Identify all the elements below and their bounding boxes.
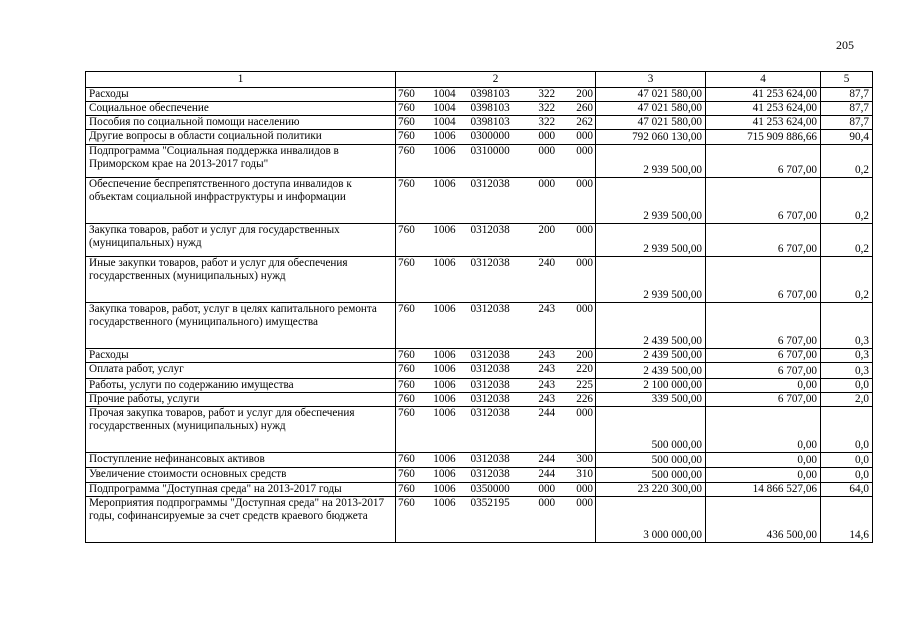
column-header-2: 2 <box>396 72 596 88</box>
budget-classification-code <box>398 145 593 158</box>
row-planned-amount: 339 500,00 <box>596 393 706 407</box>
code-part: 322 <box>538 88 556 100</box>
code-part: 0312038 <box>470 453 510 465</box>
code-part: 244 <box>538 407 556 419</box>
row-planned-amount: 500 000,00 <box>596 453 706 468</box>
code-part: 1006 <box>433 257 456 269</box>
row-executed-amount: 0,00 <box>706 407 821 453</box>
code-part: 0312038 <box>470 468 510 480</box>
code-part: 000 <box>538 178 556 190</box>
code-part: 1006 <box>433 483 456 495</box>
code-part: 1006 <box>433 497 456 509</box>
table-row <box>86 303 873 349</box>
row-percent: 14,6 <box>821 497 873 543</box>
code-part: 760 <box>398 497 415 509</box>
code-part: 1006 <box>433 407 456 419</box>
row-name: Закупка товаров, работ, услуг в целях капитального ремонта государственного (муниципального) имущества <box>86 303 396 349</box>
code-part: 760 <box>398 363 415 375</box>
row-code <box>396 407 596 453</box>
code-part: 760 <box>398 379 415 391</box>
table-row <box>86 130 873 145</box>
row-percent: 2,0 <box>821 393 873 407</box>
table-row <box>86 88 873 102</box>
row-name: Прочая закупка товаров, работ и услуг для обеспечения государственных (муниципальных) нужд <box>86 407 396 453</box>
row-executed-amount: 14 866 527,06 <box>706 483 821 497</box>
budget-classification-code <box>398 483 593 496</box>
row-planned-amount: 2 100 000,00 <box>596 379 706 393</box>
code-part: 760 <box>398 303 415 315</box>
budget-classification-code <box>398 303 593 316</box>
budget-classification-code <box>398 453 593 466</box>
budget-classification-code <box>398 224 593 237</box>
row-percent: 64,0 <box>821 483 873 497</box>
row-executed-amount: 41 253 624,00 <box>706 116 821 130</box>
table-row <box>86 407 873 453</box>
table-row <box>86 363 873 379</box>
code-part: 260 <box>576 102 593 114</box>
code-part: 1006 <box>433 224 456 236</box>
code-part: 1006 <box>433 178 456 190</box>
row-executed-amount: 6 707,00 <box>706 303 821 349</box>
row-code <box>396 483 596 497</box>
budget-classification-code <box>398 468 593 481</box>
row-planned-amount: 47 021 580,00 <box>596 102 706 116</box>
row-planned-amount: 792 060 130,00 <box>596 130 706 145</box>
row-name: Расходы <box>86 88 396 102</box>
code-part: 200 <box>576 88 593 100</box>
row-percent: 0,2 <box>821 257 873 303</box>
code-part: 244 <box>538 468 556 480</box>
row-planned-amount: 23 220 300,00 <box>596 483 706 497</box>
row-name: Другие вопросы в области социальной политики <box>86 130 396 145</box>
code-part: 1004 <box>433 88 456 100</box>
code-part: 0312038 <box>470 224 510 236</box>
row-percent: 0,0 <box>821 468 873 483</box>
table-row <box>86 379 873 393</box>
code-part: 225 <box>576 379 593 391</box>
row-code <box>396 178 596 224</box>
code-part: 0300000 <box>470 130 510 142</box>
code-part: 262 <box>576 116 593 128</box>
code-part: 0312038 <box>470 363 510 375</box>
row-code <box>396 116 596 130</box>
row-planned-amount: 500 000,00 <box>596 468 706 483</box>
table-row <box>86 178 873 224</box>
code-part: 000 <box>538 130 556 142</box>
row-executed-amount: 41 253 624,00 <box>706 102 821 116</box>
code-part: 0312038 <box>470 303 510 315</box>
row-percent: 87,7 <box>821 102 873 116</box>
row-percent: 0,0 <box>821 453 873 468</box>
row-name: Работы, услуги по содержанию имущества <box>86 379 396 393</box>
row-name: Поступление нефинансовых активов <box>86 453 396 468</box>
code-part: 322 <box>538 116 556 128</box>
row-planned-amount: 2 439 500,00 <box>596 363 706 379</box>
code-part: 243 <box>538 303 556 315</box>
code-part: 760 <box>398 88 415 100</box>
row-planned-amount: 47 021 580,00 <box>596 88 706 102</box>
row-code <box>396 349 596 363</box>
code-part: 760 <box>398 453 415 465</box>
code-part: 760 <box>398 130 415 142</box>
code-part: 226 <box>576 393 593 405</box>
code-part: 1006 <box>433 130 456 142</box>
row-executed-amount: 6 707,00 <box>706 257 821 303</box>
row-name: Подпрограмма "Социальная поддержка инвалидов в Приморском крае на 2013-2017 годы" <box>86 145 396 178</box>
budget-classification-code <box>398 497 593 510</box>
table-row <box>86 257 873 303</box>
row-percent: 0,2 <box>821 178 873 224</box>
row-planned-amount: 2 439 500,00 <box>596 303 706 349</box>
code-part: 000 <box>576 145 593 157</box>
row-executed-amount: 715 909 886,66 <box>706 130 821 145</box>
code-part: 1004 <box>433 116 456 128</box>
budget-classification-code <box>398 363 593 376</box>
row-name: Социальное обеспечение <box>86 102 396 116</box>
table-row <box>86 497 873 543</box>
row-planned-amount: 2 439 500,00 <box>596 349 706 363</box>
code-part: 1006 <box>433 468 456 480</box>
code-part: 1006 <box>433 453 456 465</box>
code-part: 000 <box>576 303 593 315</box>
code-part: 760 <box>398 468 415 480</box>
code-part: 1006 <box>433 145 456 157</box>
code-part: 0310000 <box>470 145 510 157</box>
row-percent: 90,4 <box>821 130 873 145</box>
row-code <box>396 145 596 178</box>
row-executed-amount: 41 253 624,00 <box>706 88 821 102</box>
row-planned-amount: 2 939 500,00 <box>596 257 706 303</box>
code-part: 000 <box>576 483 593 495</box>
table-row <box>86 102 873 116</box>
code-part: 322 <box>538 102 556 114</box>
code-part: 0312038 <box>470 349 510 361</box>
code-part: 760 <box>398 224 415 236</box>
column-header-3: 3 <box>596 72 706 88</box>
row-executed-amount: 436 500,00 <box>706 497 821 543</box>
code-part: 760 <box>398 178 415 190</box>
code-part: 760 <box>398 116 415 128</box>
table-row <box>86 483 873 497</box>
row-name: Закупка товаров, работ и услуг для государственных (муниципальных) нужд <box>86 224 396 257</box>
row-percent: 0,2 <box>821 224 873 257</box>
row-code <box>396 363 596 379</box>
code-part: 1006 <box>433 349 456 361</box>
code-part: 0398103 <box>470 88 510 100</box>
code-part: 244 <box>538 453 556 465</box>
row-percent: 0,0 <box>821 379 873 393</box>
code-part: 000 <box>576 130 593 142</box>
code-part: 310 <box>576 468 593 480</box>
budget-classification-code <box>398 393 593 406</box>
code-part: 000 <box>576 224 593 236</box>
budget-classification-code <box>398 257 593 270</box>
code-part: 760 <box>398 483 415 495</box>
row-code <box>396 257 596 303</box>
row-code <box>396 468 596 483</box>
code-part: 243 <box>538 363 556 375</box>
row-planned-amount: 2 939 500,00 <box>596 145 706 178</box>
row-code <box>396 303 596 349</box>
row-name: Мероприятия подпрограммы "Доступная среда" на 2013-2017 годы, софинансируемые за счет средств краевого бюджета <box>86 497 396 543</box>
code-part: 1006 <box>433 393 456 405</box>
code-part: 200 <box>538 224 556 236</box>
row-executed-amount: 0,00 <box>706 468 821 483</box>
code-part: 0312038 <box>470 393 510 405</box>
row-planned-amount: 2 939 500,00 <box>596 224 706 257</box>
code-part: 000 <box>576 178 593 190</box>
row-name: Прочие работы, услуги <box>86 393 396 407</box>
code-part: 220 <box>576 363 593 375</box>
table-row <box>86 116 873 130</box>
code-part: 1006 <box>433 379 456 391</box>
code-part: 760 <box>398 257 415 269</box>
code-part: 760 <box>398 145 415 157</box>
row-code <box>396 88 596 102</box>
code-part: 300 <box>576 453 593 465</box>
budget-classification-code <box>398 178 593 191</box>
budget-classification-code <box>398 130 593 143</box>
page-number: 205 <box>836 38 854 52</box>
row-code <box>396 102 596 116</box>
row-executed-amount: 6 707,00 <box>706 145 821 178</box>
code-part: 0312038 <box>470 257 510 269</box>
row-name: Увеличение стоимости основных средств <box>86 468 396 483</box>
budget-classification-code <box>398 116 593 129</box>
column-header-5: 5 <box>821 72 873 88</box>
table-row <box>86 224 873 257</box>
table-header-row <box>86 72 873 88</box>
row-percent: 87,7 <box>821 116 873 130</box>
budget-classification-code <box>398 407 593 420</box>
row-executed-amount: 0,00 <box>706 453 821 468</box>
code-part: 0398103 <box>470 116 510 128</box>
table-row <box>86 468 873 483</box>
row-executed-amount: 6 707,00 <box>706 363 821 379</box>
code-part: 240 <box>538 257 556 269</box>
code-part: 1006 <box>433 303 456 315</box>
budget-classification-code <box>398 349 593 362</box>
code-part: 760 <box>398 349 415 361</box>
code-part: 0312038 <box>470 407 510 419</box>
row-code <box>396 379 596 393</box>
row-code <box>396 393 596 407</box>
row-percent: 0,2 <box>821 145 873 178</box>
code-part: 243 <box>538 349 556 361</box>
column-header-1: 1 <box>86 72 396 88</box>
code-part: 000 <box>576 257 593 269</box>
table-body <box>86 72 873 543</box>
row-code <box>396 497 596 543</box>
table-row <box>86 453 873 468</box>
code-part: 760 <box>398 393 415 405</box>
code-part: 0350000 <box>470 483 510 495</box>
row-planned-amount: 47 021 580,00 <box>596 116 706 130</box>
code-part: 0352195 <box>470 497 510 509</box>
row-name: Оплата работ, услуг <box>86 363 396 379</box>
row-name: Обеспечение беспрепятственного доступа инвалидов к объектам социальной инфраструктуры и информации <box>86 178 396 224</box>
row-executed-amount: 0,00 <box>706 379 821 393</box>
row-percent: 87,7 <box>821 88 873 102</box>
code-part: 000 <box>538 483 556 495</box>
budget-table <box>85 71 873 543</box>
budget-classification-code <box>398 102 593 115</box>
code-part: 243 <box>538 393 556 405</box>
row-code <box>396 453 596 468</box>
row-name: Пособия по социальной помощи населению <box>86 116 396 130</box>
row-name: Иные закупки товаров, работ и услуг для обеспечения государственных (муниципальных) нужд <box>86 257 396 303</box>
code-part: 000 <box>576 407 593 419</box>
row-executed-amount: 6 707,00 <box>706 178 821 224</box>
code-part: 243 <box>538 379 556 391</box>
row-percent: 0,3 <box>821 303 873 349</box>
row-percent: 0,3 <box>821 363 873 379</box>
row-executed-amount: 6 707,00 <box>706 224 821 257</box>
row-planned-amount: 3 000 000,00 <box>596 497 706 543</box>
table-row <box>86 393 873 407</box>
budget-classification-code <box>398 379 593 392</box>
budget-classification-code <box>398 88 593 101</box>
row-planned-amount: 500 000,00 <box>596 407 706 453</box>
table-row <box>86 349 873 363</box>
row-executed-amount: 6 707,00 <box>706 393 821 407</box>
code-part: 0398103 <box>470 102 510 114</box>
table-row <box>86 145 873 178</box>
code-part: 760 <box>398 102 415 114</box>
row-percent: 0,0 <box>821 407 873 453</box>
code-part: 000 <box>576 497 593 509</box>
code-part: 760 <box>398 407 415 419</box>
code-part: 0312038 <box>470 178 510 190</box>
row-executed-amount: 6 707,00 <box>706 349 821 363</box>
row-code <box>396 130 596 145</box>
code-part: 0312038 <box>470 379 510 391</box>
row-name: Подпрограмма "Доступная среда" на 2013-2017 годы <box>86 483 396 497</box>
code-part: 1006 <box>433 363 456 375</box>
code-part: 000 <box>538 497 556 509</box>
code-part: 000 <box>538 145 556 157</box>
row-planned-amount: 2 939 500,00 <box>596 178 706 224</box>
row-name: Расходы <box>86 349 396 363</box>
row-code <box>396 224 596 257</box>
code-part: 200 <box>576 349 593 361</box>
column-header-4: 4 <box>706 72 821 88</box>
row-percent: 0,3 <box>821 349 873 363</box>
code-part: 1004 <box>433 102 456 114</box>
